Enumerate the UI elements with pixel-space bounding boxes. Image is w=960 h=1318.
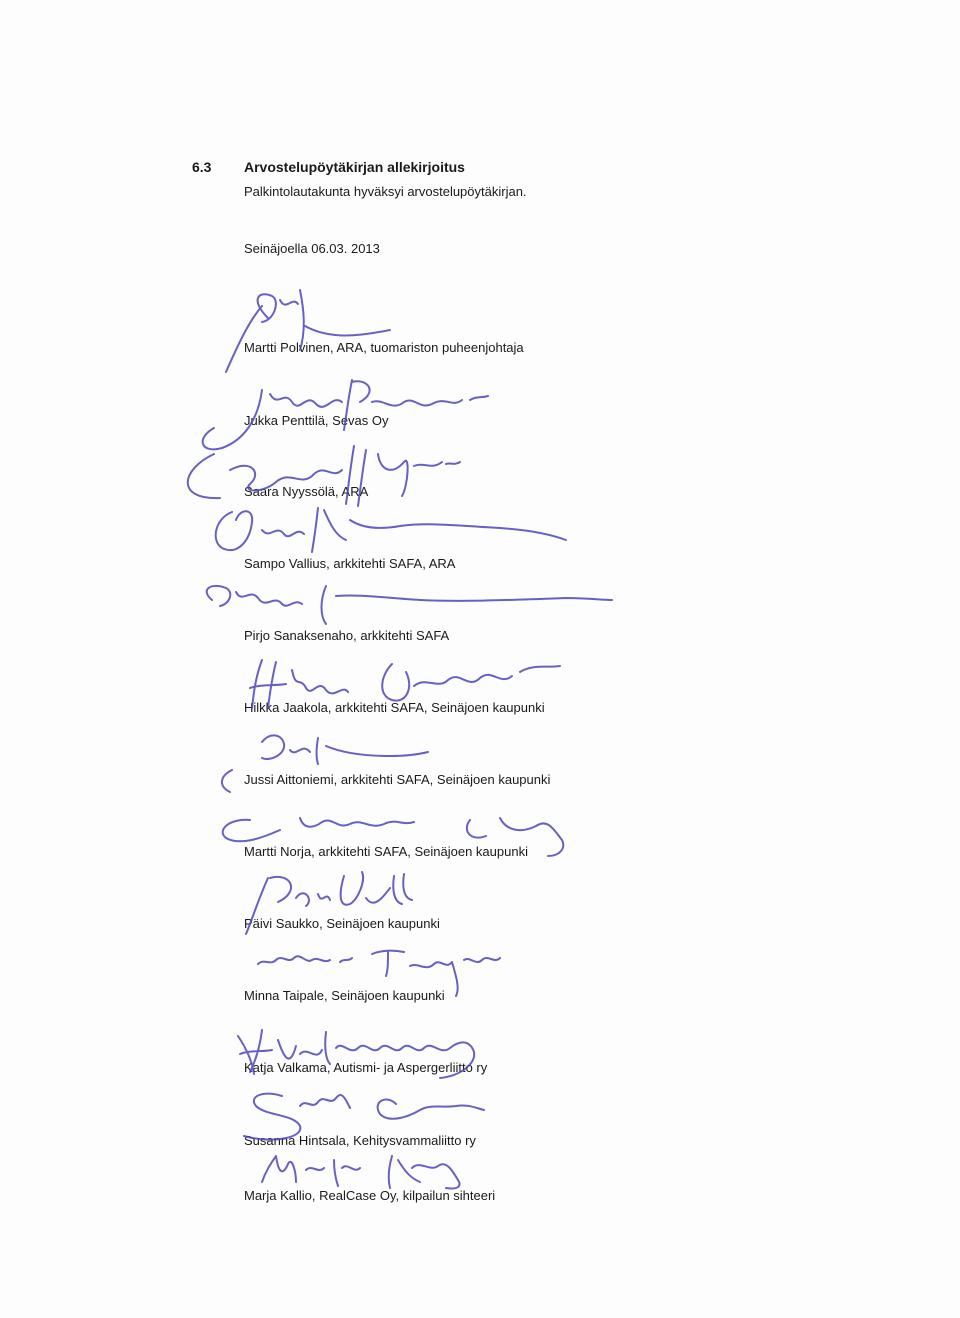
signature-13: [262, 1156, 460, 1189]
signature-4: [216, 508, 566, 552]
signature-1: [226, 290, 390, 372]
signer-name-11: Katja Valkama, Autismi- ja Aspergerliitto ry: [244, 1060, 488, 1075]
signer-name-5: Pirjo Sanaksenaho, arkkitehti SAFA: [244, 628, 450, 643]
place-and-date: Seinäjoella 06.03. 2013: [244, 241, 380, 256]
signer-name-9: Päivi Saukko, Seinäjoen kaupunki: [244, 916, 440, 931]
signer-name-3: Saara Nyyssölä, ARA: [244, 484, 369, 499]
signer-name-12: Susanna Hintsala, Kehitysvammaliitto ry: [244, 1133, 476, 1148]
signer-name-8: Martti Norja, arkkitehti SAFA, Seinäjoen kaupunki: [244, 844, 528, 859]
signature-5: [207, 586, 612, 624]
signer-name-6: Hilkka Jaakola, arkkitehti SAFA, Seinäjoen kaupunki: [244, 700, 545, 715]
signer-name-13: Marja Kallio, RealCase Oy, kilpailun sihteeri: [244, 1188, 496, 1203]
approval-statement: Palkintolautakunta hyväksyi arvostelupöytäkirjan.: [244, 184, 527, 199]
signer-name-1: Martti Polvinen, ARA, tuomariston puheenjohtaja: [244, 340, 524, 355]
section-title: Arvostelupöytäkirjan allekirjoitus: [244, 159, 465, 175]
section-number: 6.3: [192, 159, 212, 175]
signer-name-10: Minna Taipale, Seinäjoen kaupunki: [244, 988, 445, 1003]
signer-name-2: Jukka Penttilä, Sevas Oy: [244, 413, 389, 428]
signer-name-7: Jussi Aittoniemi, arkkitehti SAFA, Seinäjoen kaupunki: [244, 772, 551, 787]
signer-name-4: Sampo Vallius, arkkitehti SAFA, ARA: [244, 556, 456, 571]
